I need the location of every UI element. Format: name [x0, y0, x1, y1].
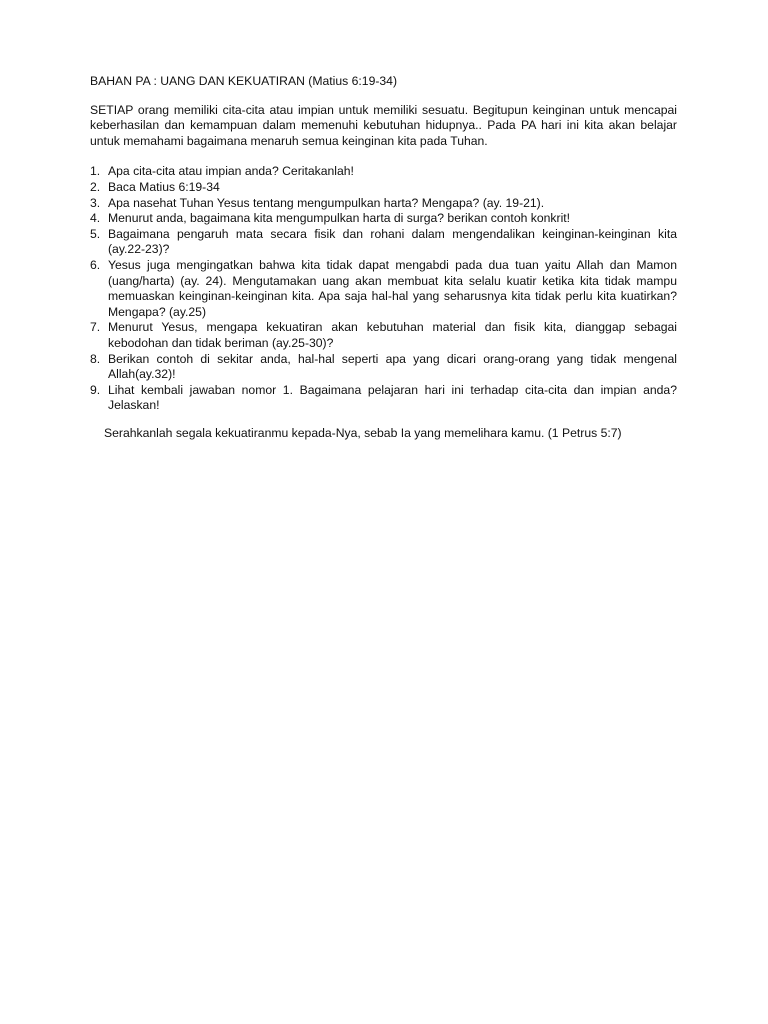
- question-text: Apa nasehat Tuhan Yesus tentang mengumpulkan harta? Mengapa? (ay. 19-21).: [108, 195, 545, 210]
- question-text: Lihat kembali jawaban nomor 1. Bagaimana pelajaran hari ini terhadap cita-cita dan impian anda? Jelaskan!: [108, 382, 677, 413]
- question-text: Bagaimana pengaruh mata secara fisik dan rohani dalam mengendalikan keinginan-keinginan kita (ay.22-23)?: [108, 226, 677, 257]
- question-list: [90, 164, 677, 414]
- question-number: 2.: [90, 179, 101, 194]
- question-item: [90, 352, 677, 383]
- question-item: [90, 320, 677, 351]
- closing-verse: Serahkanlah segala kekuatiranmu kepada-Nya, sebab Ia yang memelihara kamu. (1 Petrus 5:7): [104, 425, 622, 440]
- document-title: BAHAN PA : UANG DAN KEKUATIRAN (Matius 6:19-34): [90, 74, 398, 88]
- question-item: [90, 383, 677, 414]
- question-text: Apa cita-cita atau impian anda? Ceritakanlah!: [108, 164, 354, 179]
- question-number: 1.: [90, 164, 101, 179]
- question-item: [90, 180, 677, 196]
- question-item: [90, 164, 677, 180]
- document-page: [90, 74, 677, 441]
- question-item: [90, 211, 677, 227]
- question-text: Berikan contoh di sekitar anda, hal-hal seperti apa yang dicari orang-orang yang tidak mengenal Allah(ay.32)!: [108, 351, 677, 382]
- question-number: 9.: [90, 382, 101, 397]
- question-number: 4.: [90, 211, 101, 226]
- question-text: Yesus juga mengingatkan bahwa kita tidak dapat mengabdi pada dua tuan yaitu Allah dan Mamon (uang/harta) (ay. 24). Mengutamakan uang akan membuat kita selalu kuatir ketika kita tidak mampu memuaskan keinginan-keinginan kita. Apa saja hal-hal yang seharusnya kita tidak perlu kita kuatirkan? Mengapa? (ay.25): [108, 257, 677, 319]
- question-text: Menurut anda, bagaimana kita mengumpulkan harta di surga? berikan contoh konkrit!: [108, 211, 571, 226]
- question-number: 7.: [90, 320, 101, 335]
- question-item: [90, 227, 677, 258]
- question-number: 5.: [90, 226, 101, 241]
- question-number: 3.: [90, 195, 101, 210]
- question-item: [90, 196, 677, 212]
- question-number: 6.: [90, 257, 101, 272]
- question-number: 8.: [90, 351, 101, 366]
- intro-paragraph: SETIAP orang memiliki cita-cita atau impian untuk memiliki sesuatu. Begitupun keinginan untuk mencapai keberhasilan dan kemampuan dalam memenuhi kebutuhan hidupnya.. Pada PA hari ini kita akan belajar untuk memahami bagaimana menaruh semua keinginan kita pada Tuhan.: [90, 102, 677, 148]
- question-item: [90, 258, 677, 320]
- question-text: Baca Matius 6:19-34: [108, 179, 220, 194]
- question-text: Menurut Yesus, mengapa kekuatiran akan kebutuhan material dan fisik kita, dianggap sebagai kebodohan dan tidak beriman (ay.25-30)?: [108, 320, 677, 350]
